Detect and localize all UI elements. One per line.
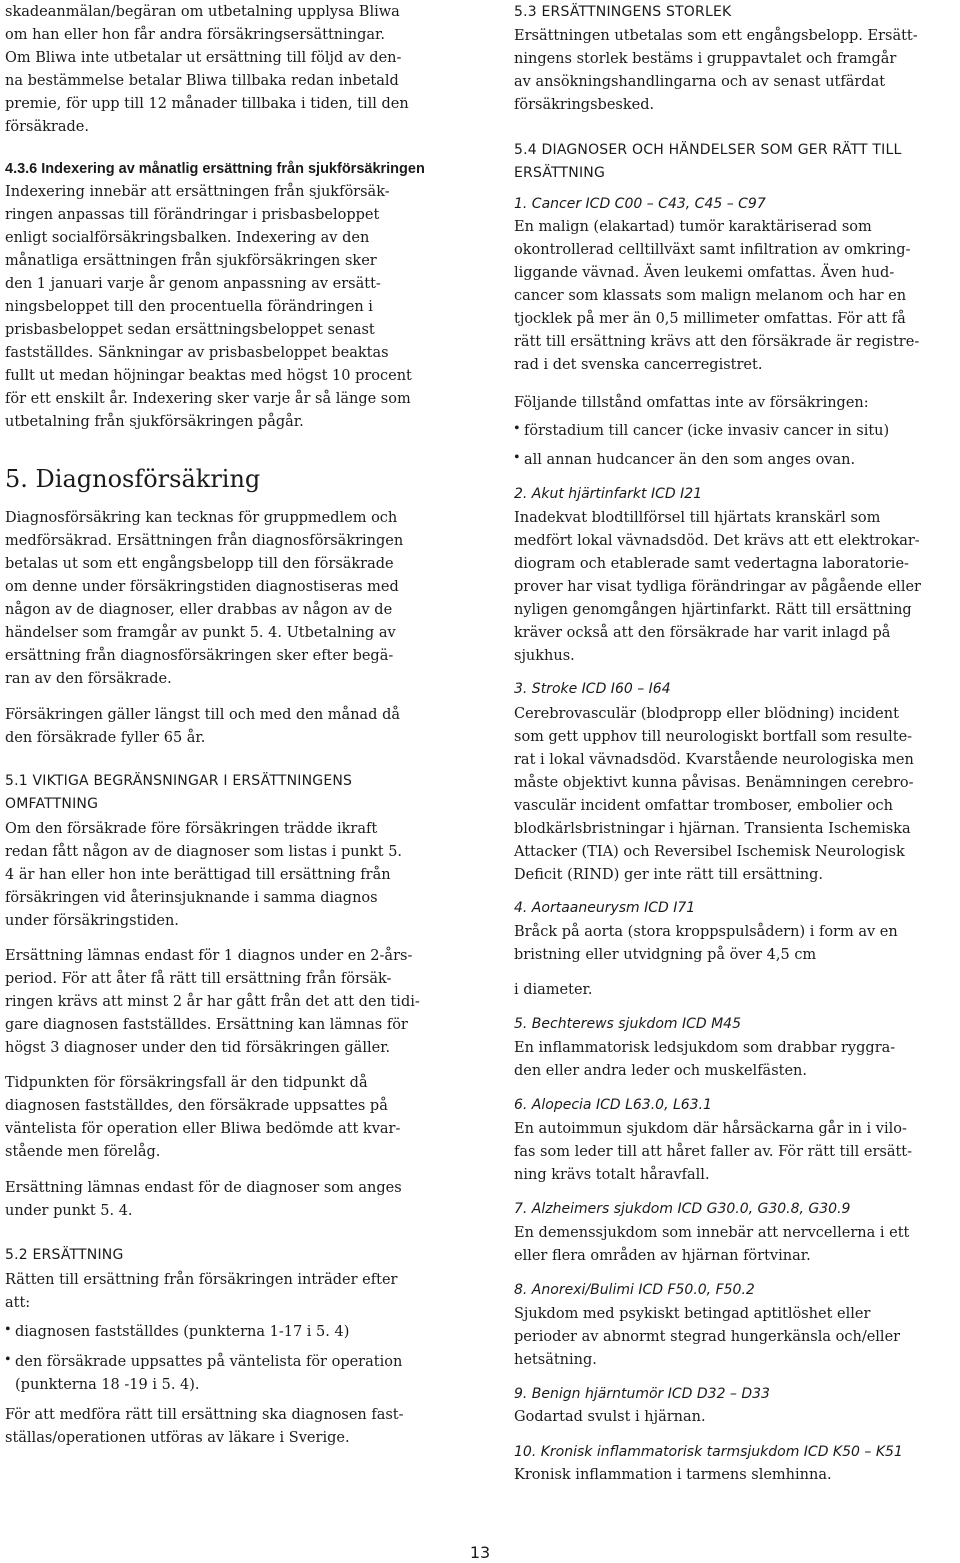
diagnosis-8-text: Sjukdom med psykiskt betingad aptitlöshet eller perioder av abnormt stegrad hungerkänsla och/eller hetsätning. — [514, 1306, 901, 1368]
section-5-3-text: Ersättningen utbetalas som ett engångsbelopp. Ersätt- ningens storlek bestäms i gruppavtalet och framgår av ansökningshandlingarna och av senast utfärdat försäkringsbesked. — [514, 28, 918, 113]
diagnosis-9-title: 9. Benign hjärntumör ICD D32 – D33 — [514, 1386, 770, 1402]
bullet-item — [514, 449, 960, 472]
diagnosis-2-text: Inadekvat blodtillförsel till hjärtats kranskärl som medfört lokal vävnadsdöd. Det krävs att ett elektrokar- diogram och etablerade samt vedertagna laboratorie- prover har visat tydliga förändringar av pågående eller nyligen genomgången hjärtinfarkt. Rätt till ersättning kräver också att den försäkrade har varit inlagd på sjukhus. — [514, 510, 921, 664]
section-4-3-6-heading: 4.3.6 Indexering av månatlig ersättning från sjukförsäkringen — [5, 161, 425, 177]
section-5-paragraph-2: Försäkringen gäller längst till och med den månad då den försäkrade fyller 65 år. — [5, 707, 400, 746]
bullet-item — [5, 1321, 460, 1344]
diagnosis-5-text: En inflammatorisk ledsjukdom som drabbar ryggra- den eller andra leder och muskelfästen. — [514, 1040, 896, 1079]
section-5-1-paragraph-2: Ersättning lämnas endast för 1 diagnos under en 2-års- period. För att åter få rätt till ersättning från försäk- ringen krävs att minst 2 år har gått från det att den tidi- gare diagnosen fastställdes. Ersättning kan lämnas för högst 3 diagnoser under den tid försäkringen gäller. — [5, 948, 420, 1056]
section-5-2-heading: 5.2 ERSÄTTNING — [5, 1247, 124, 1263]
section-5-1-paragraph-1: Om den försäkrade före försäkringen trädde ikraft redan fått någon av de diagnoser som listas i punkt 5. 4 är han eller hon inte berättigad till ersättning från försäkringen vid återinsjuknande i samma diagnos under försäkringstiden. — [5, 821, 403, 929]
diagnosis-10-text: Kronisk inflammation i tarmens slemhinna. — [514, 1467, 832, 1483]
section-5-4-heading: 5.4 DIAGNOSER OCH HÄNDELSER SOM GER RÄTT TILL ERSÄTTNING — [514, 142, 902, 181]
bullet-item — [5, 1351, 460, 1397]
diagnosis-10-title: 10. Kronisk inflammatorisk tarmsjukdom ICD K50 – K51 — [514, 1444, 903, 1460]
diagnosis-9-text: Godartad svulst i hjärnan. — [514, 1409, 706, 1425]
section-5-1-paragraph-4: Ersättning lämnas endast för de diagnoser som anges under punkt 5. 4. — [5, 1180, 402, 1219]
bullet-text: • förstadium till cancer (icke invasiv cancer in situ) — [524, 423, 890, 439]
bullet-text: • den försäkrade uppsattes på väntelista för operation (punkterna 18 -19 i 5. 4). — [15, 1354, 403, 1393]
diagnosis-4-text: Bråck på aorta (stora kroppspulsådern) i form av en bristning eller utvidgning på över 4,5 cm — [514, 924, 898, 963]
section-5-paragraph-1: Diagnosförsäkring kan tecknas för gruppmedlem och medförsäkrad. Ersättningen från diagnosförsäkringen betalas ut som ett engångsbelopp till den försäkrade om denne under försäkringstiden diagnostiseras med någon av de diagnoser, eller drabbas av någon av de händelser som framgår av punkt 5. 4. Utbetalning av ersättning från diagnosförsäkringen sker efter begä- ran av den försäkrade. — [5, 510, 404, 687]
diagnosis-7-text: En demenssjukdom som innebär att nervcellerna i ett eller flera områden av hjärnan förtvinar. — [514, 1225, 910, 1264]
bullet-text: • all annan hudcancer än den som anges ovan. — [524, 452, 856, 468]
diagnosis-5-title: 5. Bechterews sjukdom ICD M45 — [514, 1016, 741, 1032]
bullet-text: • diagnosen fastställdes (punkterna 1-17 i 5. 4) — [15, 1324, 350, 1340]
section-5-3-heading: 5.3 ERSÄTTNINGENS STORLEK — [514, 4, 732, 20]
diagnosis-1-exclusion-intro: Följande tillstånd omfattas inte av försäkringen: — [514, 395, 869, 411]
section-5-heading: 5. Diagnosförsäkring — [5, 465, 261, 493]
diagnosis-8-title: 8. Anorexi/Bulimi ICD F50.0, F50.2 — [514, 1282, 755, 1298]
bullet-item — [514, 420, 960, 443]
section-5-2-paragraph-2: För att medföra rätt till ersättning ska diagnosen fast- ställas/operationen utföras av läkare i Sverige. — [5, 1407, 404, 1446]
section-4-3-6-text: Indexering innebär att ersättningen från sjukförsäk- ringen anpassas till förändringar i prisbasbeloppet enligt socialförsäkringsbalken. Indexering av den månatliga ersättningen från sjukförsäkringen sker den 1 januari varje år genom anpassning av ersätt- ningsbeloppet till den procentuella förändringen i prisbasbeloppet sedan ersättningsbeloppet senast fastställdes. Sänkningar av prisbasbeloppet beaktas fullt ut medan höjningar beaktas med högst 10 procent för ett enskilt år. Indexering sker varje år så länge som utbetalning från sjukförsäkringen pågår. — [5, 184, 412, 430]
section-5-1-heading: 5.1 VIKTIGA BEGRÄNSNINGAR I ERSÄTTNINGENS OMFATTNING — [5, 773, 353, 812]
diagnosis-6-text: En autoimmun sjukdom där hårsäckarna går in i vilo- fas som leder till att håret faller av. För rätt till ersätt- ning krävs totalt håravfall. — [514, 1121, 913, 1183]
diagnosis-1-text: En malign (elakartad) tumör karaktäriserad som okontrollerad celltillväxt samt infiltration av omkring- liggande vävnad. Även leukemi omfattas. Även hud- cancer som klassats som malign melanom och har en tjocklek på mer än 0,5 millimeter omfattas. För att få rätt till ersättning krävs att den försäkrade är registre- rad i det svenska cancerregistret. — [514, 219, 920, 373]
diagnosis-7-title: 7. Alzheimers sjukdom ICD G30.0, G30.8, G30.9 — [514, 1201, 851, 1217]
diagnosis-4-title: 4. Aortaaneurysm ICD I71 — [514, 900, 696, 916]
page-number: 13 — [469, 1543, 491, 1562]
diagnosis-2-title: 2. Akut hjärtinfarkt ICD I21 — [514, 486, 703, 502]
section-5-2-paragraph-1: Rätten till ersättning från försäkringen inträder efter att: — [5, 1272, 398, 1311]
diagnosis-6-title: 6. Alopecia ICD L63.0, L63.1 — [514, 1097, 712, 1113]
intro-paragraph: skadeanmälan/begäran om utbetalning upplysa Bliwa om han eller hon får andra försäkringsersättningar. Om Bliwa inte utbetalar ut ersättning till följd av den- na bestämmelse betalar Bliwa tillbaka redan inbetald premie, för upp till 12 månader tillbaka i tiden, till den försäkrade. — [5, 4, 409, 135]
diagnosis-3-title: 3. Stroke ICD I60 – I64 — [514, 681, 671, 697]
section-5-1-paragraph-3: Tidpunkten för försäkringsfall är den tidpunkt då diagnosen fastställdes, den försäkrade uppsattes på väntelista för operation eller Bliwa bedömde att kvar- stående men förelåg. — [5, 1075, 401, 1160]
diagnosis-4-text-continued: i diameter. — [514, 982, 593, 998]
diagnosis-3-text: Cerebrovasculär (blodpropp eller blödning) incident som gett upphov till neurologiskt bortfall som resulte- rat i lokal vävnadsdöd. Kvarstående neurologiska men måste objektivt kunna påvisas. Benämningen cerebro- vasculär incident omfattar tromboser, embolier och blodkärlsbristningar i hjärnan. Transienta Ischemiska Attacker (TIA) och Reversibel Ischemisk Neurologisk Deficit (RIND) ger inte rätt till ersättning. — [514, 706, 914, 883]
diagnosis-1-title: 1. Cancer ICD C00 – C43, C45 – C97 — [514, 196, 766, 212]
